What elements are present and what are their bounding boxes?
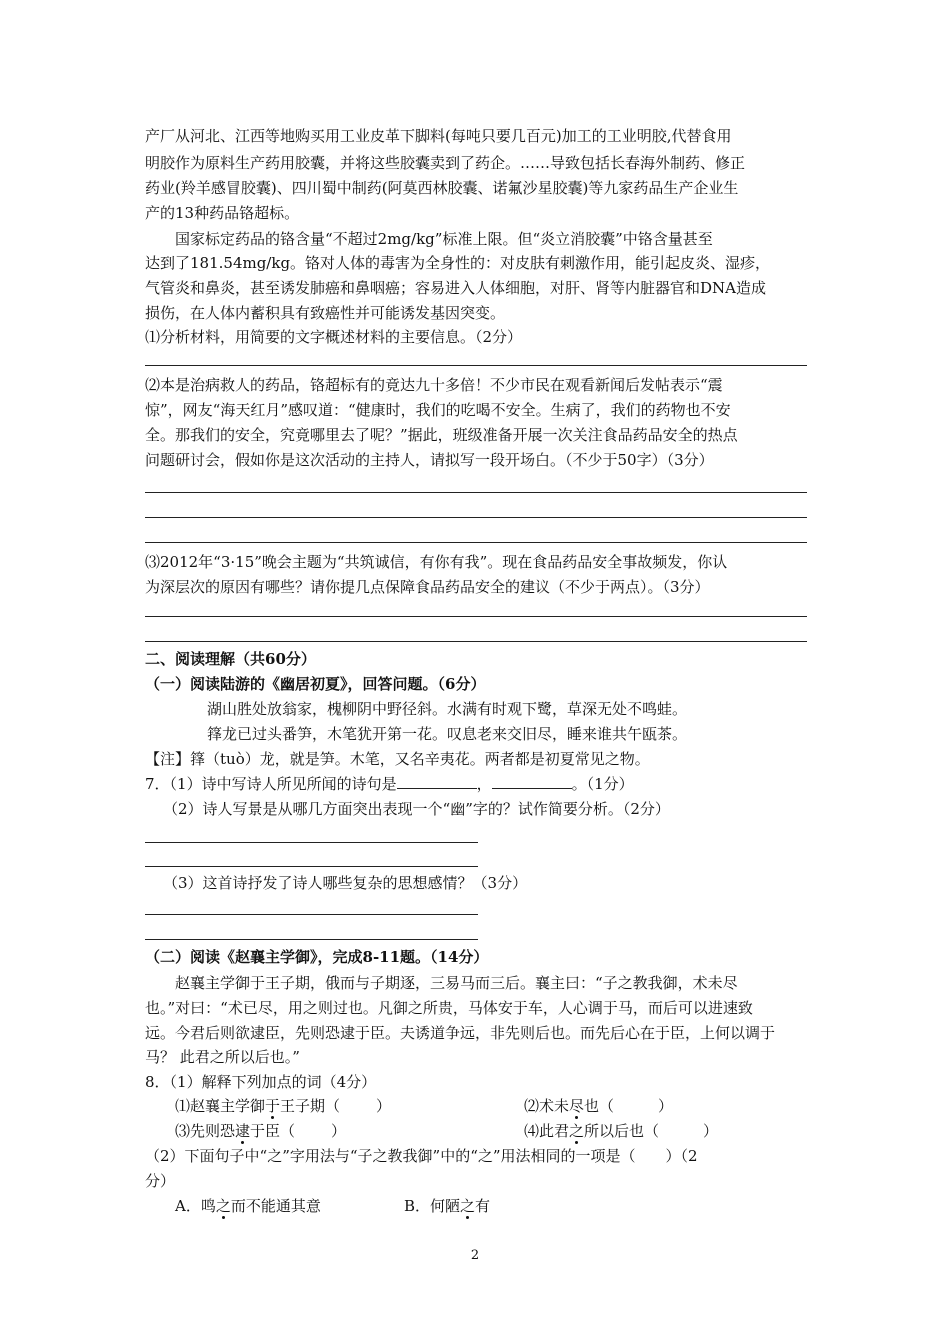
passage-line: 远。今君后则欲逮臣，先则恐逮于臣。夫诱道争远，非先则后也。而先后心在于臣，上何以调于 <box>145 1024 776 1042</box>
material-line: 气管炎和鼻炎，甚至诱发肺癌和鼻咽癌；容易进入人体细胞，对肝、肾等内脏器官和DNA造成 <box>145 279 766 297</box>
question-7-3: （3）这首诗抒发了诗人哪些复杂的思想感情？（3分） <box>163 874 528 892</box>
question-6-2: 惊”，网友“海天红月”感叹道：“健康时，我们的吃喝不安全。生病了，我们的药物也不安 <box>145 401 731 419</box>
option-b[interactable] <box>404 1195 490 1217</box>
item-text: ） <box>331 1122 347 1140</box>
question-6-1: ⑴分析材料，用简要的文字概述材料的主要信息。（2分） <box>145 328 523 346</box>
page-number: 2 <box>470 1248 480 1263</box>
item-text: ） <box>376 1097 392 1115</box>
q8-item <box>175 1095 391 1117</box>
item-text: ⑶先则恐 <box>175 1122 236 1140</box>
answer-line[interactable] <box>145 842 478 843</box>
material-line: 国家标定药品的铬含量“不超过2mg/kg”标准上限。但“炎立消胶囊”中铬含量甚至 <box>175 230 713 248</box>
part-title: （一）阅读陆游的《幽居初夏》，回答问题。（6分） <box>145 675 486 693</box>
dotted-word: 之 <box>460 1197 476 1215</box>
answer-line[interactable] <box>145 542 807 543</box>
separator: ， <box>476 775 492 793</box>
fill-blank[interactable] <box>397 774 477 789</box>
material-line: 产的13种药品铬超标。 <box>145 204 300 222</box>
question-6-3: 为深层次的原因有哪些？请你提几点保障食品药品安全的建议（不少于两点）。（3分） <box>145 578 710 596</box>
answer-line[interactable] <box>145 517 807 518</box>
question-8-head: 8．（1）解释下列加点的词（4分） <box>145 1073 377 1091</box>
answer-line[interactable] <box>145 365 807 366</box>
passage-line: 也。”对曰：“术已尽，用之则过也。凡御之所贵，马体安于车，人心调于马，而后可以进速致 <box>145 999 753 1017</box>
q8-item <box>524 1120 718 1142</box>
option-a[interactable] <box>175 1195 321 1217</box>
answer-line[interactable] <box>145 866 478 867</box>
question-text: 。（1分） <box>571 775 634 793</box>
question-7-2: （2）诗人写景是从哪几方面突出表现一个“幽”字的？试作简要分析。（2分） <box>163 800 670 818</box>
question-6-2: ⑵本是治病救人的药品，铬超标有的竟达九十多倍！不少市民在观看新闻后发帖表示“震 <box>145 376 723 394</box>
dotted-word: 之 <box>569 1122 585 1140</box>
item-text: 也（ <box>584 1097 615 1115</box>
q8-item <box>524 1095 673 1117</box>
answer-line[interactable] <box>145 914 478 915</box>
item-text: 于臣（ <box>250 1122 296 1140</box>
material-line: 明胶作为原料生产药用胶囊，并将这些胶囊卖到了药企。……导致包括长春海外制药、修正 <box>145 154 746 172</box>
fill-blank[interactable] <box>492 774 572 789</box>
material-line: 达到了181.54mg/kg。铬对人体的毒害为全身性的：对皮肤有刺激作用，能引起皮炎、湿疹， <box>145 254 771 272</box>
question-text: 7．（1）诗中写诗人所见所闻的诗句是 <box>145 775 397 793</box>
option-text: B．何陋 <box>404 1197 461 1215</box>
option-text: A．鸣 <box>175 1197 216 1215</box>
item-text: 王子期（ <box>280 1097 341 1115</box>
poem-note: 【注】箨（tuò）龙，就是笋。木笔，又名辛夷花。两者都是初夏常见之物。 <box>145 750 650 768</box>
dotted-word: 之 <box>215 1197 231 1215</box>
passage-line: 赵襄主学御于王子期，俄而与子期逐，三易马而三后。襄主曰：“子之教我御，术未尽 <box>175 974 738 992</box>
answer-line[interactable] <box>145 492 807 493</box>
q8-item <box>175 1120 346 1142</box>
answer-line[interactable] <box>145 641 807 642</box>
dotted-word: 逮 <box>235 1122 251 1140</box>
poem-line: 湖山胜处放翁家，槐柳阴中野径斜。水满有时观下鹭，草深无处不鸣蛙。 <box>207 700 688 718</box>
dotted-word: 于 <box>265 1097 281 1115</box>
question-8-2: （2）下面句子中“之”字用法与“子之教我御”中的“之”用法相同的一项是（ ）（2 <box>145 1147 698 1165</box>
item-text: ） <box>703 1122 719 1140</box>
option-text: 而不能通其意 <box>230 1197 321 1215</box>
answer-line[interactable] <box>145 616 807 617</box>
material-line: 药业(羚羊感冒胶囊)、四川蜀中制药(阿莫西林胶囊、诺氟沙星胶囊)等九家药品生产企业生 <box>145 179 739 197</box>
question-8-2: 分） <box>145 1172 176 1190</box>
item-text: ⑵术未 <box>524 1097 570 1115</box>
material-line: 产厂从河北、江西等地购买用工业皮革下脚料(每吨只要几百元)加工的工业明胶,代替食用 <box>145 127 732 145</box>
dotted-word: 尽 <box>569 1097 585 1115</box>
option-text: 有 <box>475 1197 491 1215</box>
item-text: ） <box>658 1097 674 1115</box>
part-title: （二）阅读《赵襄主学御》，完成8-11题。（14分） <box>145 948 489 966</box>
question-6-2: 问题研讨会，假如你是这次活动的主持人，请拟写一段开场白。（不少于50字）（3分） <box>145 451 714 469</box>
item-text: ⑴赵襄主学御 <box>175 1097 266 1115</box>
question-6-3: ⑶2012年“3·15”晚会主题为“共筑诚信，有你有我”。现在食品药品安全事故频发，你认 <box>145 553 728 571</box>
section-title: 二、阅读理解（共60分） <box>145 650 316 668</box>
poem-line: 箨龙已过头番笋，木笔犹开第一花。叹息老来交旧尽，睡来谁共午瓯茶。 <box>207 725 688 743</box>
passage-line: 马？ 此君之所以后也。” <box>145 1048 300 1066</box>
answer-line[interactable] <box>145 939 478 940</box>
material-line: 损伤，在人体内蓄积具有致癌性并可能诱发基因突变。 <box>145 304 506 322</box>
item-text: ⑷此君 <box>524 1122 570 1140</box>
question-7-1 <box>145 773 634 795</box>
item-text: 所以后也（ <box>584 1122 660 1140</box>
question-6-2: 全。那我们的安全，究竟哪里去了呢？”据此，班级准备开展一次关注食品药品安全的热点 <box>145 426 738 444</box>
